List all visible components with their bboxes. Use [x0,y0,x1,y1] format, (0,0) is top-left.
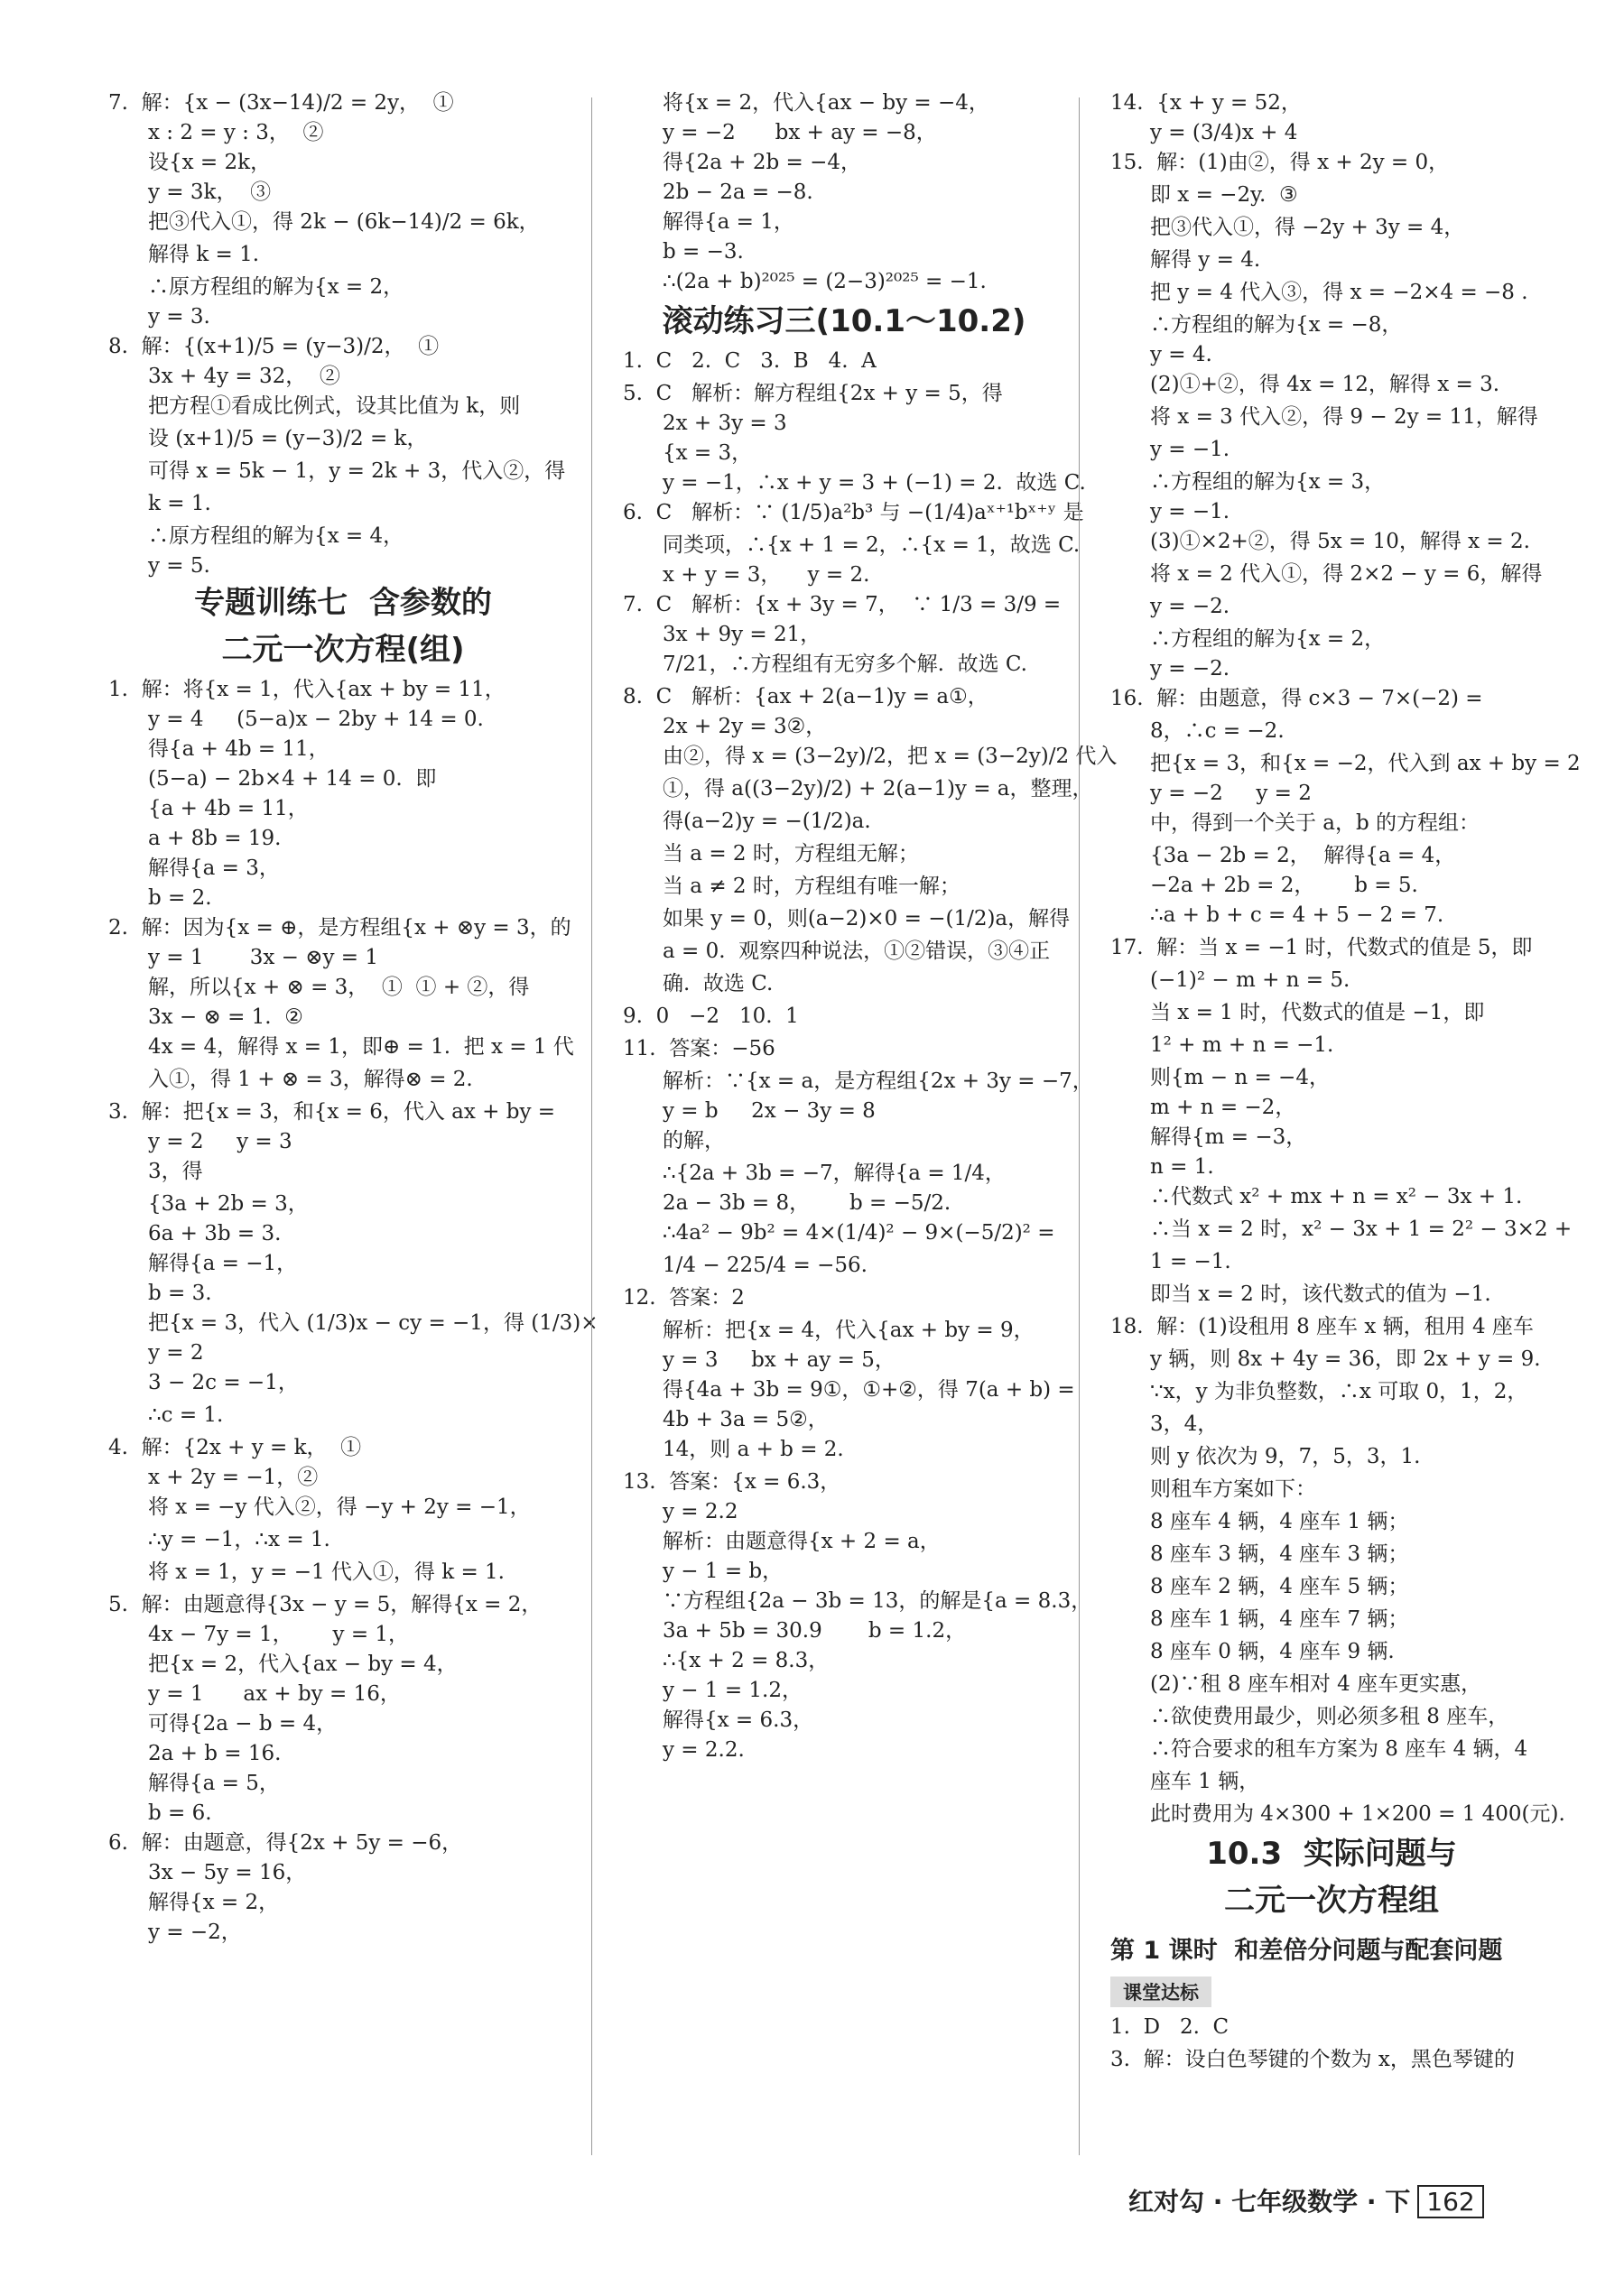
question-answer: 1. D 2. C [1110,2015,1230,2039]
question-answer: 6. C 解析：∵ (1/5)a²b³ 与 −(1/4)aˣ⁺¹bˣ⁺ʸ 是 [623,501,1084,524]
answer-line: 4x = 4，解得 x = 1，即⊕ = 1. 把 x = 1 代 [148,1035,574,1059]
equation-continuation: a + 8b = 19. [148,827,282,850]
question-answer: 1. 解：将{x = 1，代入{ax + by = 11， [108,678,506,701]
question-answer: 9. 0 −2 10. 1 [623,1004,799,1028]
answer-line: y = −2. [1150,595,1230,618]
answer-line: 则{m − n = −4， [1150,1066,1330,1089]
answer-column-middle [623,87,1118,1764]
answer-line: 解，所以{x + ⊗ = 3， ① ① + ②，得 [148,976,530,999]
answer-line: 得{4a + 3b = 9①，①+②，得 7(a + b) = [663,1378,1075,1402]
answer-line: 解得 y = 4. [1150,248,1261,272]
equation-continuation: y = −2. [1150,657,1230,680]
answer-line: 设{x = 2k， [148,151,272,174]
question-answer: 12. 答案：2 [623,1286,745,1310]
answer-line: ∴原方程组的解为{x = 4， [148,524,404,548]
question-answer: 3. 解：把{x = 3，和{x = 6，代入 ax + by = [108,1100,556,1124]
answer-line: 确. 故选 C. [663,972,774,995]
answer-line: 将 x = 1，y = −1 代入①，得 k = 1. [148,1560,505,1584]
answer-line: 8 座车 2 辆，4 座车 5 辆； [1150,1575,1409,1598]
section-heading: 滚动练习三(10.1～10.2) [662,303,1026,339]
answer-line: 1/4 − 225/4 = −56. [663,1254,868,1277]
answer-line: 把{x = 2，代入{ax − by = 4， [148,1653,458,1676]
answer-line: 把③代入①，得 2k − (6k−14)/2 = 6k， [148,210,540,234]
equation-continuation: y = −2 y = 2 [1150,782,1312,805]
answer-line: ∴当 x = 2 时，x² − 3x + 1 = 2² − 3×2 + [1150,1217,1573,1241]
answer-line: 把方程①看成比例式，设其比值为 k，则 [148,394,521,418]
equation-continuation: 2x + 2y = 3②， [663,715,827,738]
answer-line: 入①，得 1 + ⊗ = 3，解得⊗ = 2. [148,1068,473,1091]
answer-line: 解得{a = 5， [148,1772,280,1795]
section-heading: 10.3 实际问题与 [1206,1836,1457,1872]
equation-continuation: y = −2， [148,1921,242,1944]
answer-line: ∴原方程组的解为{x = 2， [148,275,404,299]
answer-line: 把{x = 3，和{x = −2，代入到 ax + by = 2 [1150,752,1581,775]
answer-line: 解得{x = 6.3， [663,1708,814,1732]
equation-continuation: 2a − 3b = 8， b = −5/2. [663,1191,951,1215]
equation-continuation: y = 4. [1150,343,1212,366]
answer-line: 解得{a = 1， [663,210,794,234]
question-answer: 1. C 2. C 3. B 4. A [623,349,877,373]
answer-line: 将 x = −y 代入②，得 −y + 2y = −1， [148,1495,531,1519]
equation-continuation: y − 1 = 1.2， [663,1679,803,1702]
question-answer: 8. 解：{(x+1)/5 = (y−3)/2， ① [108,335,440,358]
question-answer: 15. 解：(1)由②，得 x + 2y = 0， [1110,151,1450,174]
equation-continuation: 6a + 3b = 3. [148,1222,282,1245]
answer-line: 1² + m + n = −1. [1150,1033,1334,1057]
equation-continuation: 3a + 5b = 30.9 b = 1.2， [663,1619,967,1643]
answer-line: 解析：把{x = 4，代入{ax + by = 9， [663,1319,1035,1342]
section-heading: 专题训练七 含参数的 [194,585,492,621]
answer-line: (2)∵租 8 座车相对 4 座车更实惠， [1150,1672,1482,1696]
answer-line: y 辆，则 8x + 4y = 36，即 2x + y = 9. [1150,1347,1541,1371]
equation-continuation: 4b + 3a = 5②， [663,1408,829,1431]
section-tag: 课堂达标 [1110,1977,1211,2007]
answer-line: ∴符合要求的租车方案为 8 座车 4 辆，4 [1150,1737,1528,1761]
answer-line: 解析：∵{x = a，是方程组{2x + 3y = −7， [663,1069,1093,1093]
answer-line: ∴{2a + 3b = −7，解得{a = 1/4， [663,1162,1006,1185]
answer-line: 将 x = 2 代入①，得 2×2 − y = 6，解得 [1150,562,1543,586]
answer-line: ∴c = 1. [148,1403,224,1427]
answer-line: 解得{a = 3， [148,856,280,880]
equation-continuation: 2a + b = 16. [148,1742,282,1765]
question-answer: 4. 解：{2x + y = k， ① [108,1436,362,1459]
question-answer: 6. 解：由题意，得{2x + 5y = −6， [108,1831,463,1855]
answer-line: 得{2a + 2b = −4， [663,151,862,174]
answer-line: 座车 1 辆， [1150,1770,1260,1793]
answer-line: 将 x = 3 代入②，得 9 − 2y = 11，解得 [1150,405,1538,429]
answer-line: ∴(2a + b)²⁰²⁵ = (2−3)²⁰²⁵ = −1. [663,270,987,293]
answer-line: ①，得 a((3−2y)/2) + 2(a−1)y = a，整理， [663,777,1093,801]
book-title: 红对勾 · 七年级数学 · 下 [1128,2187,1411,2217]
answer-line: 7/21，∴方程组有无穷多个解. 故选 C. [663,653,1027,676]
question-answer: 7. C 解析：{x + 3y = 7， ∵ 1/3 = 3/9 = [623,593,1062,616]
answer-line: ∴欲使费用最少，则必须多租 8 座车， [1150,1705,1509,1728]
answer-line: (3)①×2+②，得 5x = 10，解得 x = 2. [1150,530,1530,553]
answer-line: y = −1. [1150,438,1230,461]
equation-continuation: 3x + 9y = 21， [663,623,821,646]
question-answer: 5. 解：由题意得{3x − y = 5，解得{x = 2， [108,1593,543,1616]
answer-line: 同类项，∴{x + 1 = 2，∴{x = 1，故选 C. [663,533,1081,557]
equation-continuation: (5−a) − 2b×4 + 14 = 0. 即 [148,767,437,791]
answer-line: 解得{a = −1， [148,1252,298,1275]
equation-continuation: −2a + 2b = 2， b = 5. [1150,874,1418,897]
answer-line: {a + 4b = 11， [148,797,309,820]
equation-continuation: 3x + 4y = 32， ② [148,365,340,388]
equation-continuation: n = 1. [1150,1155,1214,1179]
answer-column-left [108,87,599,1946]
answer-line: ∴{x + 2 = 8.3， [663,1649,830,1672]
answer-line: ∵x，y 为非负整数，∴x 可取 0，1，2， [1150,1380,1528,1403]
answer-line: 即 x = −2y. ③ [1150,183,1298,207]
equation-continuation: b = 2. [148,886,212,910]
answer-line: 8 座车 0 辆，4 座车 9 辆. [1150,1640,1395,1663]
equation-continuation: x : 2 = y : 3， ② [148,121,324,144]
equation-continuation: y = 4 (5−a)x − 2by + 14 = 0. [148,708,484,731]
equation-continuation: 2x + 3y = 3 [663,412,787,435]
answer-line: k = 1. [148,492,211,515]
answer-line: (−1)² − m + n = 5. [1150,968,1350,992]
equation-continuation: y = −1，∴x + y = 3 + (−1) = 2. 故选 C. [663,471,1086,495]
answer-line: 如果 y = 0，则(a−2)×0 = −(1/2)a，解得 [663,907,1071,930]
answer-line: ∴方程组的解为{x = 3， [1150,470,1386,494]
question-answer: 17. 解：当 x = −1 时，代数式的值是 5，即 [1110,936,1533,959]
lesson-title: 第 1 课时 和差倍分问题与配套问题 [1110,1937,1503,1965]
equation-continuation: y = b 2x − 3y = 8 [663,1099,876,1123]
answer-line: 可得{2a − b = 4， [148,1712,338,1736]
equation-continuation: 2b − 2a = −8. [663,181,813,204]
equation-continuation: y = 2 y = 3 [148,1130,292,1153]
equation-continuation: x + 2y = −1，② [148,1466,319,1489]
equation-continuation: 4x − 7y = 1， y = 1， [148,1623,410,1646]
question-answer: 5. C 解析：解方程组{2x + y = 5，得 [623,382,1003,405]
answer-line: 则 y 依次为 9，7，5，3，1. [1150,1445,1421,1468]
equation-continuation: m + n = −2， [1150,1096,1296,1119]
answer-line: {x = 3， [663,441,753,465]
answer-line: ∴a + b + c = 4 + 5 − 2 = 7. [1150,903,1444,927]
equation-continuation: y = 5. [148,554,210,578]
equation-continuation: y = 2.2. [663,1738,745,1762]
question-answer: 3. 解：设白色琴键的个数为 x，黑色琴键的 [1110,2048,1515,2071]
question-answer: 7. 解：{x − (3x−14)/2 = 2y， ① [108,91,454,115]
equation-continuation: y = (3/4)x + 4 [1150,121,1298,144]
answer-line: 解得{x = 2， [148,1891,280,1914]
equation-continuation: 3x − 5y = 16， [148,1861,307,1884]
answer-line: 当 a = 2 时，方程组无解； [663,842,919,866]
answer-line: 可得 x = 5k − 1，y = 2k + 3，代入②，得 [148,459,566,483]
answer-line: 8 座车 3 辆，4 座车 3 辆； [1150,1542,1409,1566]
equation-continuation: y = 2 [148,1341,204,1365]
answer-line: 由②，得 x = (3−2y)/2，把 x = (3−2y)/2 代入 [663,745,1118,768]
equation-continuation: y = 1 ax + by = 16， [148,1682,401,1706]
question-answer: 13. 答案：{x = 6.3， [623,1470,841,1494]
question-answer: 8. C 解析：{ax + 2(a−1)y = a①， [623,685,988,708]
equation-continuation: y = −1. [1150,500,1230,523]
equation-continuation: 3x − ⊗ = 1. ② [148,1005,303,1029]
answer-line: 则租车方案如下： [1150,1477,1316,1501]
column-divider [591,97,592,2155]
answer-line: 即当 x = 2 时，该代数式的值为 −1. [1150,1282,1491,1306]
equation-continuation: b = −3. [663,240,744,264]
answer-line: 8 座车 1 辆，4 座车 7 辆； [1150,1607,1409,1631]
answer-line: 把③代入①，得 −2y + 3y = 4， [1150,216,1465,239]
answer-line: {3a − 2b = 2， 解得{a = 4， [1150,844,1456,867]
answer-line: 3，4， [1150,1412,1219,1436]
answer-line: 将{x = 2，代入{ax − by = −4， [663,91,989,115]
answer-line: 设 (x+1)/5 = (y−3)/2 = k， [148,427,428,450]
equation-continuation: y = 3 bx + ay = 5， [663,1348,896,1372]
question-answer: 2. 解：因为{x = ⊕，是方程组{x + ⊗y = 3，的 [108,916,571,940]
question-answer: 11. 答案：−56 [623,1037,775,1060]
question-answer: 18. 解：(1)设租用 8 座车 x 辆，租用 4 座车 [1110,1315,1534,1338]
answer-line: ∴y = −1，∴x = 1. [148,1528,330,1551]
section-heading: 二元一次方程组 [1224,1883,1439,1919]
answer-line: ∴4a² − 9b² = 4×(1/4)² − 9×(−5/2)² = [663,1221,1055,1245]
answer-line: 当 a ≠ 2 时，方程组有唯一解； [663,875,960,898]
question-answer: 16. 解：由题意，得 c×3 − 7×(−2) = [1110,687,1483,710]
answer-line: 1 = −1. [1150,1250,1231,1273]
answer-line: 中，得到一个关于 a，b 的方程组： [1150,811,1480,835]
equation-continuation: y = 3. [148,305,210,329]
answer-line: 14，则 a + b = 2. [663,1438,844,1461]
answer-line: 把{x = 3，代入 (1/3)x − cy = −1，得 (1/3)× [148,1311,599,1335]
answer-line: 解得 k = 1. [148,243,260,266]
section-heading: 二元一次方程(组) [221,632,465,668]
answer-line: 8，∴c = −2. [1150,719,1285,743]
page-number: 162 [1417,2185,1483,2218]
equation-continuation: y − 1 = b， [663,1560,784,1583]
answer-line: 8 座车 4 辆，4 座车 1 辆； [1150,1510,1409,1533]
equation-continuation: b = 3. [148,1282,212,1305]
equation-continuation: y = 2.2 [663,1500,738,1523]
equation-continuation: y = −2 bx + ay = −8， [663,121,937,144]
answer-line: a = 0. 观察四种说法，①②错误，③④正 [663,940,1051,963]
answer-line: ∴方程组的解为{x = −8， [1150,313,1403,337]
equation-continuation: x + y = 3， y = 2. [663,563,870,587]
question-answer: 14. {x + y = 52， [1110,91,1302,115]
answer-line: {3a + 2b = 3， [148,1192,309,1216]
equation-continuation: y = 3k， ③ [148,181,272,204]
equation-continuation: b = 6. [148,1801,212,1825]
answer-line: 得{a + 4b = 11， [148,737,329,761]
answer-line: ∴方程组的解为{x = 2， [1150,627,1386,651]
answer-line: 3 − 2c = −1， [148,1371,299,1394]
equation-continuation: y = 1 3x − ⊗y = 1 [148,946,378,969]
answer-line: ∵方程组{2a − 3b = 13，的解是{a = 8.3， [663,1589,1092,1613]
page-footer [1128,2182,1484,2218]
answer-line: 把 y = 4 代入③，得 x = −2×4 = −8 . [1150,281,1528,304]
column-divider [1079,97,1080,2155]
answer-line: (2)①+②，得 4x = 12，解得 x = 3. [1150,373,1500,396]
answer-line: 解得{m = −3， [1150,1125,1307,1149]
answer-line: 当 x = 1 时，代数式的值是 −1，即 [1150,1001,1485,1024]
answer-column-right [1110,87,1581,2076]
answer-line: 的解， [663,1129,725,1153]
answer-line: ∴代数式 x² + mx + n = x² − 3x + 1. [1150,1185,1523,1208]
answer-line: 此时费用为 4×300 + 1×200 = 1 400(元). [1150,1802,1565,1826]
answer-line: 3，得 [148,1160,203,1183]
answer-line: 得(a−2)y = −(1/2)a. [663,810,871,833]
answer-line: 解析：由题意得{x + 2 = a， [663,1530,941,1553]
